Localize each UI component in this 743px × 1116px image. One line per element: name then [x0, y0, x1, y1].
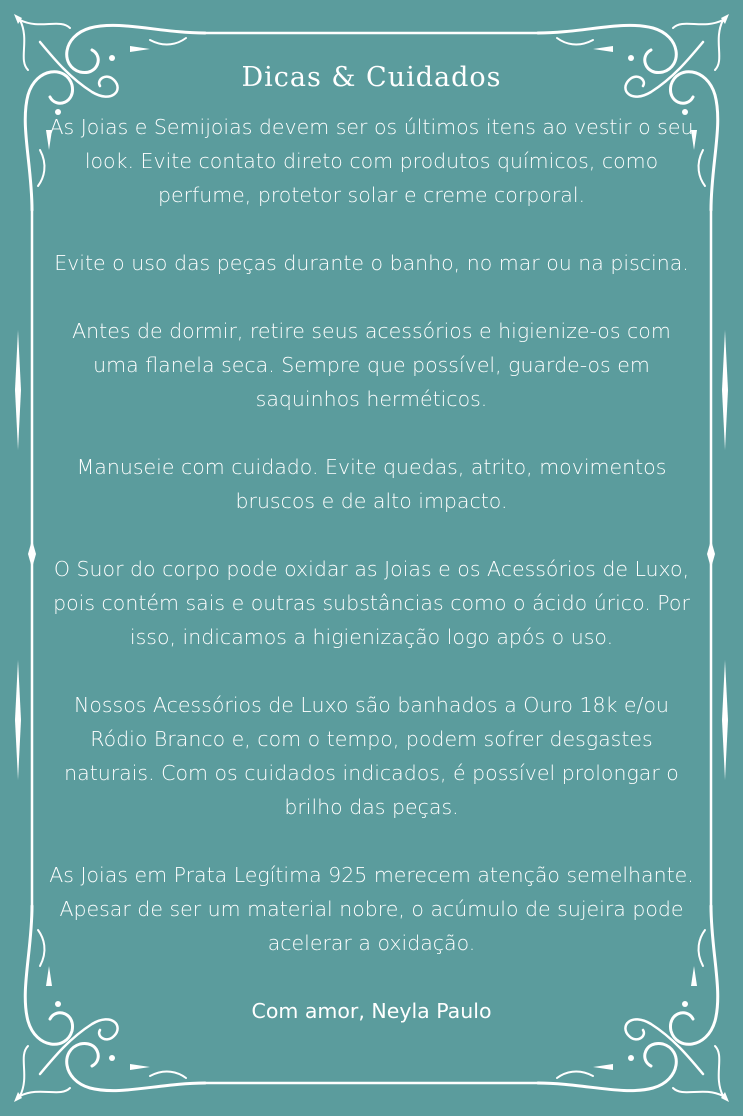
- tip-paragraph: Evite o uso das peças durante o banho, no mar ou na piscina.: [54, 251, 689, 275]
- left-diamond-ornament: [28, 540, 36, 568]
- left-edge-dash-bottom: [15, 660, 21, 780]
- tip-paragraph: Antes de dormir, retire seus acessórios e higienize-os com uma flanela seca. Sempre que possível, guarde-os em saquinhos herméticos.: [72, 319, 671, 411]
- care-tips-card: [48, 58, 695, 1028]
- right-edge-dash-top: [722, 330, 728, 450]
- tip-paragraph: As Joias e Semijoias devem ser os últimos itens ao vestir o seu look. Evite contato direto com produtos químicos, como perfume, protetor solar e creme corporal.: [49, 115, 694, 207]
- right-diamond-ornament: [707, 540, 715, 568]
- tip-paragraph: Nossos Acessórios de Luxo são banhados a Ouro 18k e/ou Ródio Branco e, com o tempo, podem sofrer desgastes naturais. Com os cuidados indicados, é possível prolongar o brilho das peças.: [64, 693, 679, 819]
- right-edge-dash-bottom: [722, 660, 728, 780]
- tip-paragraph: Manuseie com cuidado. Evite quedas, atrito, movimentos bruscos e de alto impacto.: [76, 455, 667, 513]
- left-edge-dash-top: [15, 330, 21, 450]
- tip-paragraph: O Suor do corpo pode oxidar as Joias e os Acessórios de Luxo, pois contém sais e outras substâncias como o ácido úrico. Por isso, indicamos a higienização logo após o uso.: [53, 557, 690, 649]
- card-title: Dicas & Cuidados: [241, 62, 502, 93]
- tip-paragraph: As Joias em Prata Legítima 925 merecem atenção semelhante. Apesar de ser um material nobre, o acúmulo de sujeira pode acelerar a oxidação.: [49, 863, 694, 955]
- signature: Com amor, Neyla Paulo: [251, 999, 492, 1023]
